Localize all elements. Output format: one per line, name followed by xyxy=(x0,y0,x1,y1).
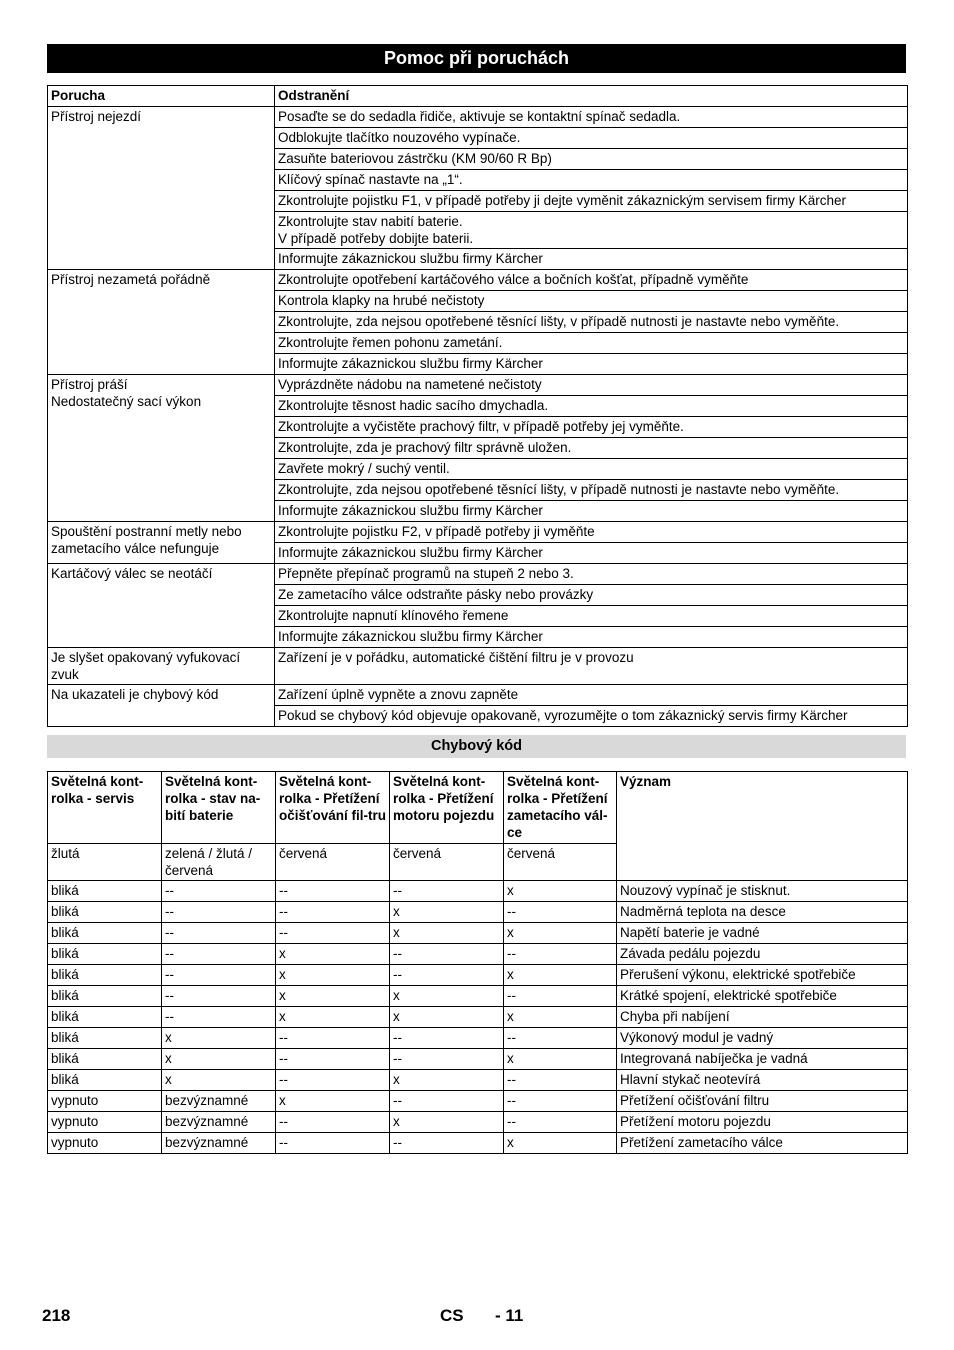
table-row xyxy=(48,522,908,543)
remedy-cell: Zkontrolujte opotřebení kartáčového válce a bočních košťat, případně vyměňte xyxy=(275,270,908,291)
column-header-fault: Porucha xyxy=(48,86,275,107)
lamp-state-cell: vypnuto xyxy=(48,1133,162,1154)
lamp-state-cell: -- xyxy=(162,965,276,986)
lamp-state-cell: x xyxy=(504,1007,617,1028)
remedy-cell: Informujte zákaznickou službu firmy Kärcher xyxy=(275,501,908,522)
table-row xyxy=(48,1007,908,1028)
lamp-state-cell: bezvýznamné xyxy=(162,1091,276,1112)
lamp-state-cell: bliká xyxy=(48,944,162,965)
lamp-state-cell: -- xyxy=(276,1028,390,1049)
table-row xyxy=(48,965,908,986)
fault-text: Na ukazateli je chybový kód xyxy=(51,687,219,702)
lamp-state-cell: -- xyxy=(504,1091,617,1112)
column-header-drive-overload-lamp: Světelná kont-rolka - Přetížení motoru pojezdu xyxy=(390,772,504,844)
table-row xyxy=(48,1112,908,1133)
lamp-color: zelená / žlutá / červená xyxy=(162,844,276,881)
table-row xyxy=(48,107,908,128)
lamp-state-cell: x xyxy=(390,902,504,923)
table-row xyxy=(48,375,908,396)
section-page-number: - 11 xyxy=(495,1306,524,1325)
fault-cell xyxy=(48,522,275,564)
fault-cell xyxy=(48,564,275,648)
meaning-cell: Integrovaná nabíječka je vadná xyxy=(617,1049,908,1070)
remedy-cell: Zavřete mokrý / suchý ventil. xyxy=(275,459,908,480)
lamp-state-cell: -- xyxy=(390,965,504,986)
lamp-state-cell: x xyxy=(276,965,390,986)
remedy-cell: Posaďte se do sedadla řidiče, aktivuje se kontaktní spínač sedadla. xyxy=(275,107,908,128)
page-number: 218 xyxy=(42,1306,71,1325)
lamp-state-cell: x xyxy=(504,923,617,944)
table-row xyxy=(48,1028,908,1049)
lamp-state-cell: x xyxy=(390,1007,504,1028)
language-code: CS xyxy=(440,1306,464,1325)
table-row xyxy=(48,1070,908,1091)
lamp-state-cell: bliká xyxy=(48,986,162,1007)
table-row xyxy=(48,881,908,902)
lamp-state-cell: x xyxy=(276,944,390,965)
remedy-cell: Zkontrolujte napnutí klínového řemene xyxy=(275,606,908,627)
lamp-state-cell: -- xyxy=(390,881,504,902)
fault-text: Je slyšet opakovaný vyfukovací zvuk xyxy=(51,650,241,682)
lamp-state-cell: x xyxy=(504,881,617,902)
remedy-cell: Přepněte přepínač programů na stupeň 2 nebo 3. xyxy=(275,564,908,585)
troubleshooting-table xyxy=(47,85,908,727)
remedy-cell: Odblokujte tlačítko nouzového vypínače. xyxy=(275,128,908,149)
remedy-cell: Zkontrolujte pojistku F2, v případě potřeby ji vyměňte xyxy=(275,522,908,543)
lamp-color: žlutá xyxy=(48,844,162,881)
table-row xyxy=(48,270,908,291)
lamp-state-cell: -- xyxy=(504,1112,617,1133)
fault-text: Přístroj nejezdí xyxy=(51,109,142,124)
meaning-cell: Přetížení zametacího válce xyxy=(617,1133,908,1154)
remedy-cell: Klíčový spínač nastavte na „1“. xyxy=(275,170,908,191)
lamp-state-cell: x xyxy=(162,1070,276,1091)
lamp-state-cell: x xyxy=(390,1112,504,1133)
lamp-state-cell: -- xyxy=(504,944,617,965)
lamp-state-cell: -- xyxy=(276,902,390,923)
lamp-color: červená xyxy=(390,844,504,881)
lamp-state-cell: x xyxy=(162,1028,276,1049)
lamp-state-cell: bezvýznamné xyxy=(162,1112,276,1133)
column-header-filter-overload-lamp: Světelná kont-rolka - Přetížení očišťování fil-tru xyxy=(276,772,390,844)
lamp-state-cell: -- xyxy=(276,881,390,902)
lamp-state-cell: bezvýznamné xyxy=(162,1133,276,1154)
lamp-state-cell: x xyxy=(504,1133,617,1154)
lamp-state-cell: -- xyxy=(276,1112,390,1133)
lamp-state-cell: -- xyxy=(276,1049,390,1070)
remedy-cell: Informujte zákaznickou službu firmy Kärcher xyxy=(275,249,908,270)
lamp-state-cell: x xyxy=(162,1049,276,1070)
meaning-cell: Napětí baterie je vadné xyxy=(617,923,908,944)
column-header-battery-lamp: Světelná kont-rolka - stav na-bití baterie xyxy=(162,772,276,844)
lamp-state-cell: bliká xyxy=(48,902,162,923)
table-row xyxy=(48,902,908,923)
lamp-state-cell: -- xyxy=(504,902,617,923)
meaning-cell: Chyba při nabíjení xyxy=(617,1007,908,1028)
table-row xyxy=(48,1133,908,1154)
remedy-cell: Informujte zákaznickou službu firmy Kärcher xyxy=(275,354,908,375)
lamp-state-cell: -- xyxy=(276,923,390,944)
lamp-state-cell: -- xyxy=(390,1133,504,1154)
meaning-cell: Přerušení výkonu, elektrické spotřebiče xyxy=(617,965,908,986)
lamp-state-cell: x xyxy=(276,1007,390,1028)
column-header-service-lamp: Světelná kont-rolka - servis xyxy=(48,772,162,844)
table-row xyxy=(48,986,908,1007)
remedy-cell: Zařízení je v pořádku, automatické čištění filtru je v provozu xyxy=(275,648,908,685)
lamp-state-cell: -- xyxy=(276,1070,390,1091)
remedy-cell: Zkontrolujte stav nabití baterie. V případě potřeby dobijte baterii. xyxy=(275,212,908,249)
meaning-cell: Přetížení motoru pojezdu xyxy=(617,1112,908,1133)
lamp-state-cell: -- xyxy=(162,1007,276,1028)
remedy-cell: Informujte zákaznickou službu firmy Kärcher xyxy=(275,627,908,648)
fault-cell xyxy=(48,107,275,270)
lamp-state-cell: x xyxy=(276,1091,390,1112)
remedy-cell: Informujte zákaznickou službu firmy Kärcher xyxy=(275,543,908,564)
table-row xyxy=(48,564,908,585)
remedy-cell: Kontrola klapky na hrubé nečistoty xyxy=(275,291,908,312)
table-row xyxy=(48,648,908,685)
lamp-state-cell: bliká xyxy=(48,923,162,944)
lamp-state-cell: bliká xyxy=(48,1007,162,1028)
lamp-state-cell: x xyxy=(504,965,617,986)
fault-text: Nedostatečný sací výkon xyxy=(51,394,202,409)
fault-text: Kartáčový válec se neotáčí xyxy=(51,566,213,581)
column-header-remedy: Odstranění xyxy=(275,86,908,107)
lamp-state-cell: x xyxy=(276,986,390,1007)
meaning-cell: Hlavní stykač neotevírá xyxy=(617,1070,908,1091)
remedy-cell: Vyprázdněte nádobu na nametené nečistoty xyxy=(275,375,908,396)
table-row xyxy=(48,1091,908,1112)
lamp-state-cell: x xyxy=(390,1070,504,1091)
meaning-cell: Krátké spojení, elektrické spotřebiče xyxy=(617,986,908,1007)
lamp-state-cell: x xyxy=(504,1049,617,1070)
column-header-meaning: Význam xyxy=(617,772,908,881)
column-header-roller-overload-lamp: Světelná kont-rolka - Přetížení zametacího vál-ce xyxy=(504,772,617,844)
lamp-state-cell: x xyxy=(390,923,504,944)
remedy-cell: Zkontrolujte, zda nejsou opotřebené těsnící lišty, v případě nutnosti je nastavte nebo vyměňte. xyxy=(275,312,908,333)
remedy-cell: Ze zametacího válce odstraňte pásky nebo provázky xyxy=(275,585,908,606)
lamp-state-cell: -- xyxy=(390,1028,504,1049)
table-row xyxy=(48,1049,908,1070)
fault-cell xyxy=(48,648,275,685)
meaning-cell: Závada pedálu pojezdu xyxy=(617,944,908,965)
lamp-state-cell: -- xyxy=(162,944,276,965)
remedy-cell: Zkontrolujte řemen pohonu zametání. xyxy=(275,333,908,354)
lamp-state-cell: -- xyxy=(390,1049,504,1070)
lamp-state-cell: vypnuto xyxy=(48,1091,162,1112)
lamp-color: červená xyxy=(276,844,390,881)
fault-cell xyxy=(48,375,275,522)
meaning-cell: Nouzový vypínač je stisknut. xyxy=(617,881,908,902)
lamp-state-cell: bliká xyxy=(48,1070,162,1091)
lamp-state-cell: -- xyxy=(162,902,276,923)
lamp-state-cell: -- xyxy=(504,1028,617,1049)
remedy-cell: Zařízení úplně vypněte a znovu zapněte xyxy=(275,685,908,706)
lamp-state-cell: vypnuto xyxy=(48,1112,162,1133)
fault-cell xyxy=(48,270,275,375)
fault-cell xyxy=(48,685,275,727)
lamp-state-cell: -- xyxy=(504,986,617,1007)
lamp-state-cell: -- xyxy=(162,923,276,944)
table-row xyxy=(48,923,908,944)
remedy-cell: Zkontrolujte pojistku F1, v případě potřeby ji dejte vyměnit zákaznickým servisem firmy Kärcher xyxy=(275,191,908,212)
meaning-cell: Nadměrná teplota na desce xyxy=(617,902,908,923)
lamp-state-cell: bliká xyxy=(48,1028,162,1049)
remedy-cell: Zasuňte bateriovou zástrčku (KM 90/60 R Bp) xyxy=(275,149,908,170)
lamp-state-cell: x xyxy=(390,986,504,1007)
lamp-state-cell: -- xyxy=(276,1133,390,1154)
remedy-cell: Zkontrolujte a vyčistěte prachový filtr, v případě potřeby jej vyměňte. xyxy=(275,417,908,438)
lamp-color: červená xyxy=(504,844,617,881)
fault-text: Přístroj práší xyxy=(51,377,128,392)
error-code-table xyxy=(47,771,908,1154)
remedy-cell: Zkontrolujte, zda nejsou opotřebené těsnící lišty, v případě nutnosti je nastavte nebo vyměňte. xyxy=(275,480,908,501)
lamp-state-cell: -- xyxy=(390,1091,504,1112)
lamp-state-cell: bliká xyxy=(48,965,162,986)
section-title-error-codes: Chybový kód xyxy=(47,735,906,758)
meaning-cell: Výkonový modul je vadný xyxy=(617,1028,908,1049)
page-title: Pomoc při poruchách xyxy=(47,44,906,73)
lamp-state-cell: -- xyxy=(390,944,504,965)
remedy-cell: Zkontrolujte těsnost hadic sacího dmychadla. xyxy=(275,396,908,417)
table-row xyxy=(48,944,908,965)
lamp-state-cell: bliká xyxy=(48,881,162,902)
meaning-cell: Přetížení očišťování filtru xyxy=(617,1091,908,1112)
remedy-cell: Zkontrolujte, zda je prachový filtr správně uložen. xyxy=(275,438,908,459)
lamp-state-cell: -- xyxy=(162,986,276,1007)
lamp-state-cell: -- xyxy=(162,881,276,902)
fault-text: Přístroj nezametá pořádně xyxy=(51,272,211,287)
remedy-cell: Pokud se chybový kód objevuje opakovaně, vyrozumějte o tom zákaznický servis firmy Kärcher xyxy=(275,706,908,727)
table-row xyxy=(48,685,908,706)
lamp-state-cell: bliká xyxy=(48,1049,162,1070)
fault-text: Spouštění postranní metly nebo zametacího válce nefunguje xyxy=(51,524,242,556)
lamp-state-cell: -- xyxy=(504,1070,617,1091)
